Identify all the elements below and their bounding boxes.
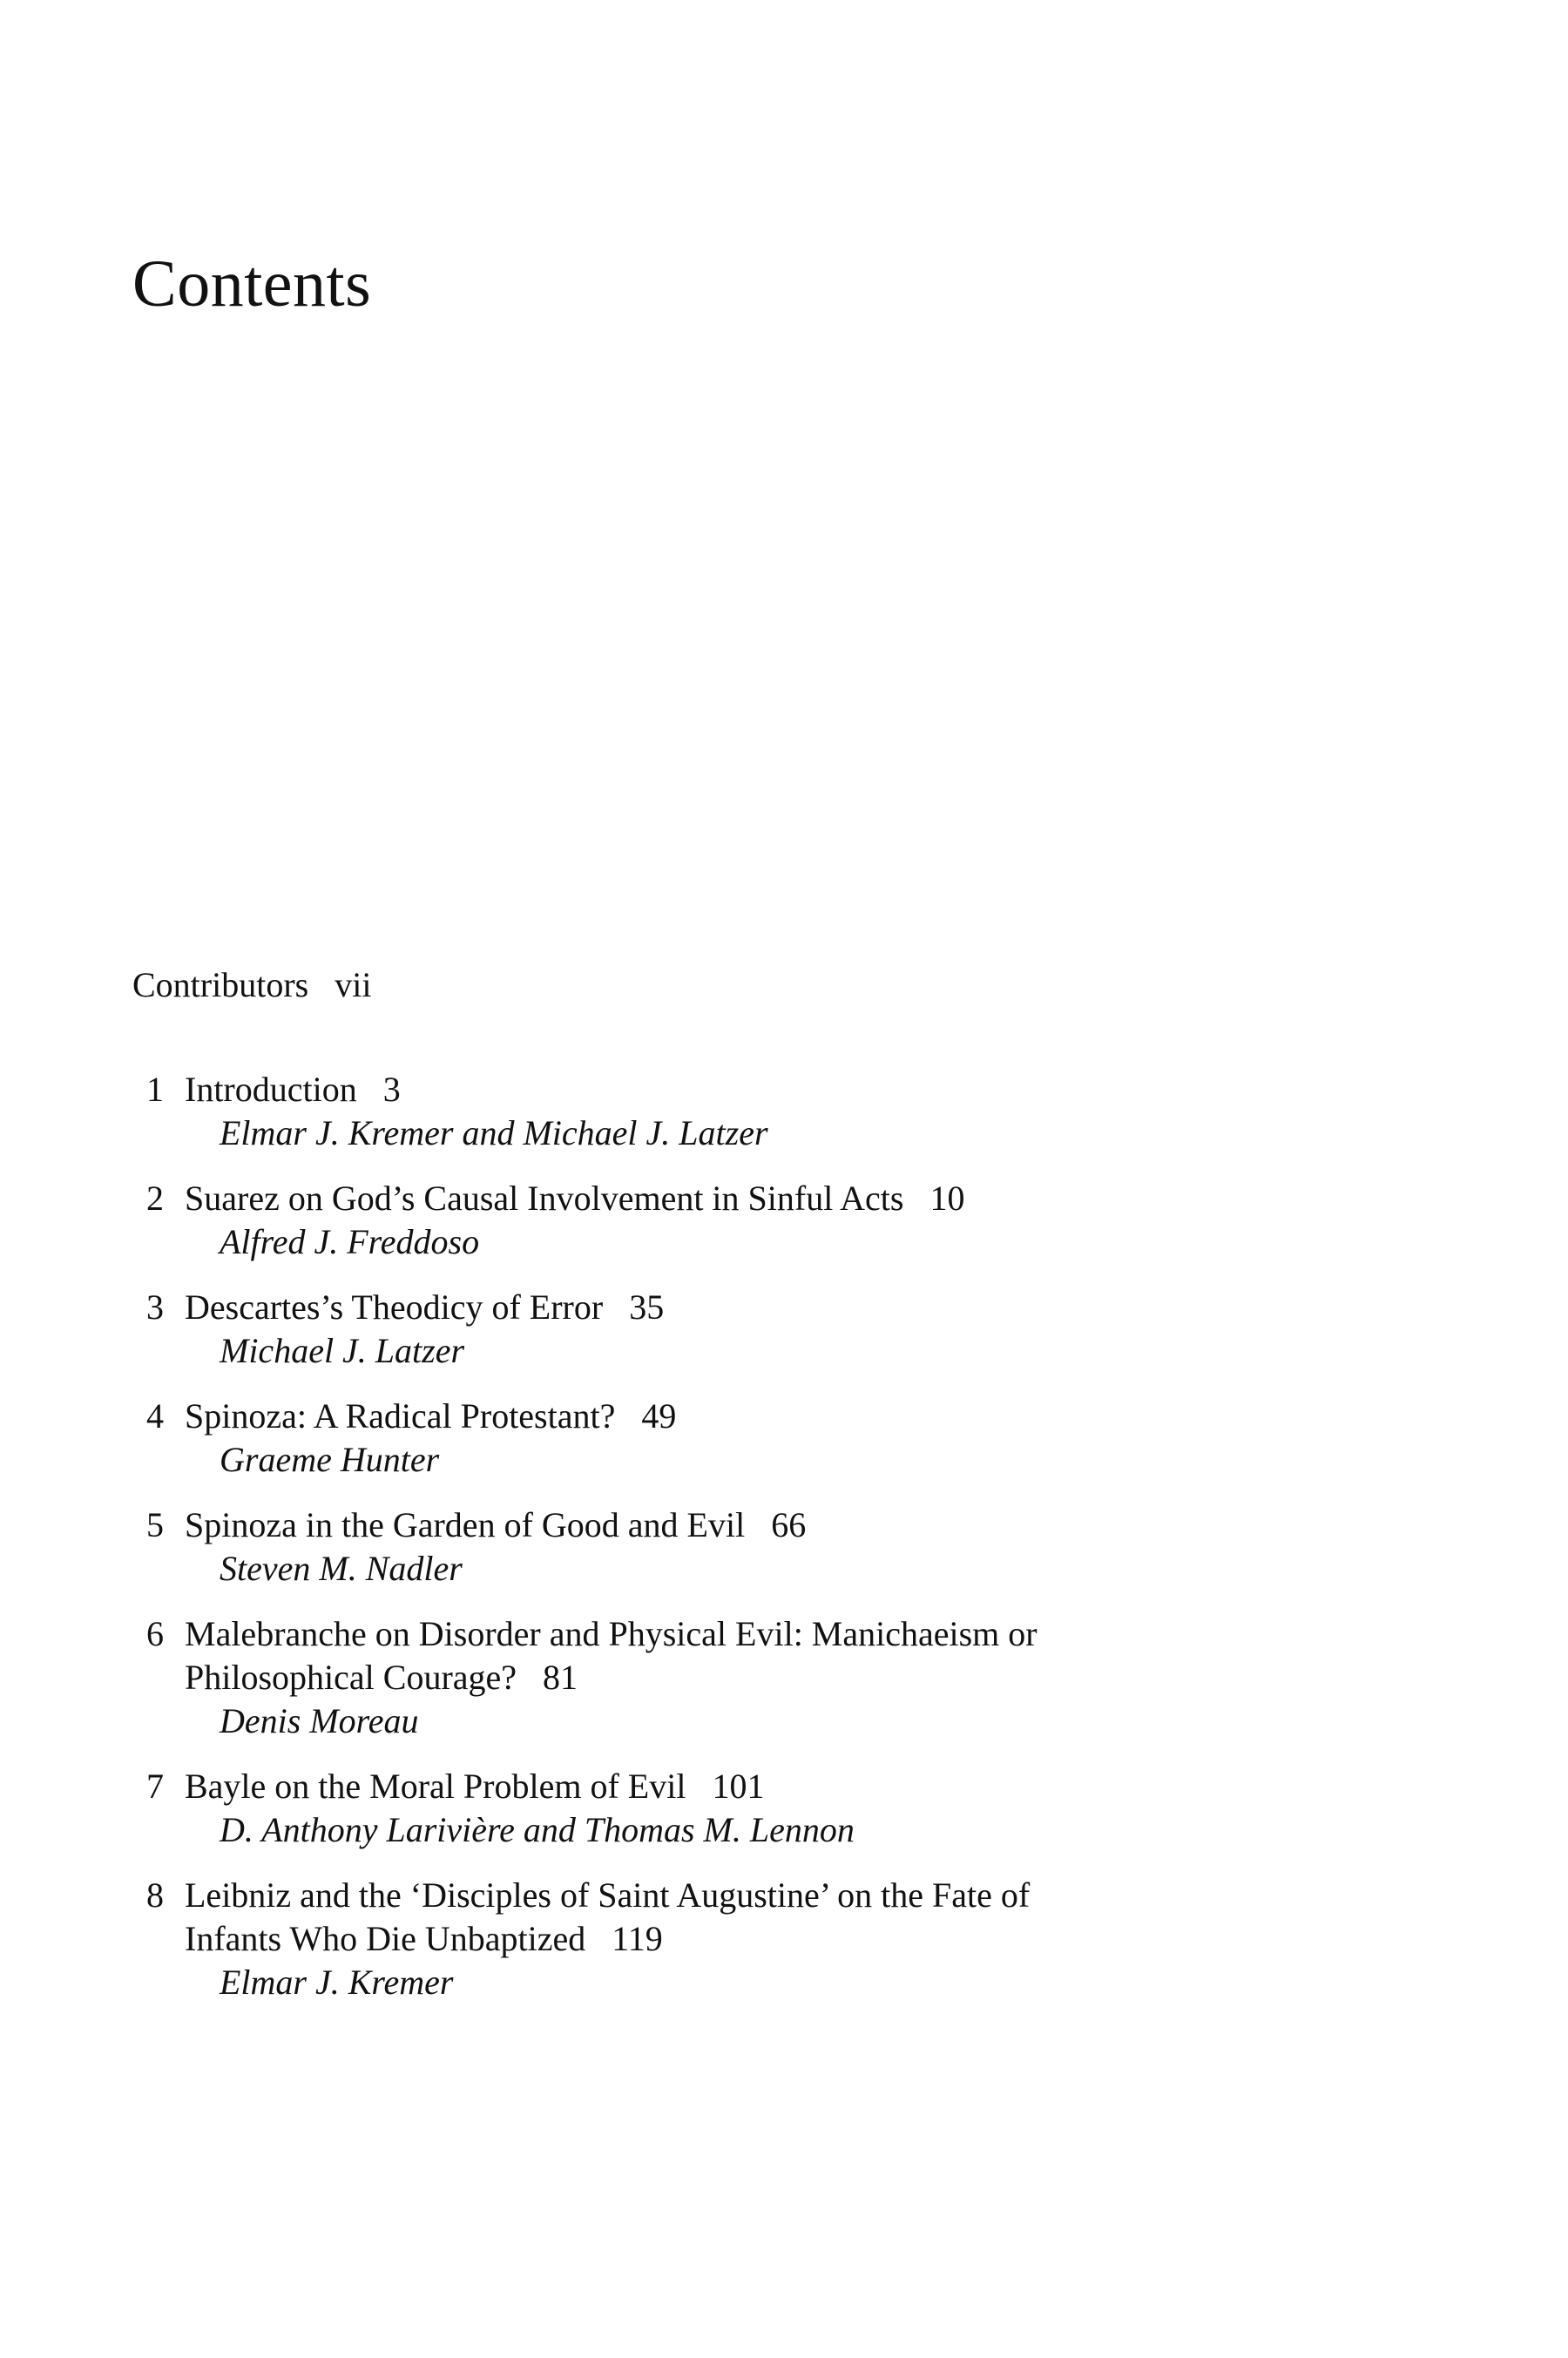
contributors-page-number: vii <box>335 965 372 1004</box>
chapter-title-line <box>185 1068 1359 1111</box>
chapter-title: Introduction <box>185 1070 357 1109</box>
chapter-title-line <box>185 1765 1359 1808</box>
chapter-title-line <box>185 1656 1359 1699</box>
chapter-page-number: 101 <box>712 1767 765 1806</box>
chapter-title-line <box>185 1503 1359 1547</box>
toc-entry <box>139 1874 1359 2004</box>
chapter-page-number: 3 <box>382 1070 401 1109</box>
page-title: Contents <box>132 247 372 321</box>
chapter-authors: Alfred J. Freddoso <box>220 1222 480 1261</box>
chapter-number: 4 <box>146 1396 164 1436</box>
chapter-page-number: 66 <box>771 1505 807 1544</box>
chapter-title: Bayle on the Moral Problem of Evil <box>185 1767 686 1806</box>
chapter-page-number: 81 <box>543 1658 578 1697</box>
chapter-title-line <box>185 1395 1359 1438</box>
chapter-title: Spinoza: A Radical Protestant? <box>185 1396 616 1436</box>
contributors-label: Contributors <box>132 965 309 1004</box>
toc-entry <box>139 1765 1359 1852</box>
chapter-title-continued: Philosophical Courage? <box>185 1658 517 1697</box>
chapter-authors: Graeme Hunter <box>220 1440 440 1479</box>
chapter-number: 2 <box>146 1179 164 1218</box>
chapter-authors: Steven M. Nadler <box>220 1549 463 1588</box>
chapter-authors: Denis Moreau <box>220 1701 419 1740</box>
chapter-title: Descartes’s Theodicy of Error <box>185 1287 604 1327</box>
toc-entry <box>139 1286 1359 1373</box>
chapter-number: 5 <box>146 1505 164 1544</box>
chapter-authors: Michael J. Latzer <box>220 1331 465 1370</box>
chapter-number: 3 <box>146 1287 164 1327</box>
toc-entry <box>139 1068 1359 1155</box>
table-of-contents <box>139 1068 1359 2026</box>
chapter-title-line: Leibniz and the ‘Disciples of Saint Augustine’ on the Fate of <box>185 1875 1031 1915</box>
chapter-number: 7 <box>146 1767 164 1806</box>
chapter-page-number: 49 <box>641 1396 677 1436</box>
toc-entry <box>139 1177 1359 1264</box>
toc-entry <box>139 1395 1359 1482</box>
chapter-number: 1 <box>146 1070 164 1109</box>
contributors-entry <box>132 963 371 1007</box>
chapter-title-line <box>185 1917 1359 1961</box>
chapter-page-number: 119 <box>612 1919 663 1958</box>
chapter-title-line <box>185 1286 1359 1329</box>
chapter-title-line: Malebranche on Disorder and Physical Evil: Manichaeism or <box>185 1614 1037 1653</box>
chapter-title-line <box>185 1177 1359 1220</box>
chapter-authors: D. Anthony Larivière and Thomas M. Lennon <box>220 1810 855 1849</box>
chapter-title-continued: Infants Who Die Unbaptized <box>185 1919 586 1958</box>
chapter-page-number: 10 <box>929 1179 965 1218</box>
chapter-title: Spinoza in the Garden of Good and Evil <box>185 1505 746 1544</box>
toc-entry <box>139 1612 1359 1743</box>
chapter-authors: Elmar J. Kremer <box>220 1963 454 2002</box>
chapter-number: 8 <box>146 1875 164 1915</box>
chapter-authors: Elmar J. Kremer and Michael J. Latzer <box>220 1113 768 1152</box>
chapter-title: Suarez on God’s Causal Involvement in Sinful Acts <box>185 1179 904 1218</box>
toc-entry <box>139 1503 1359 1591</box>
chapter-page-number: 35 <box>629 1287 665 1327</box>
chapter-number: 6 <box>146 1614 164 1653</box>
